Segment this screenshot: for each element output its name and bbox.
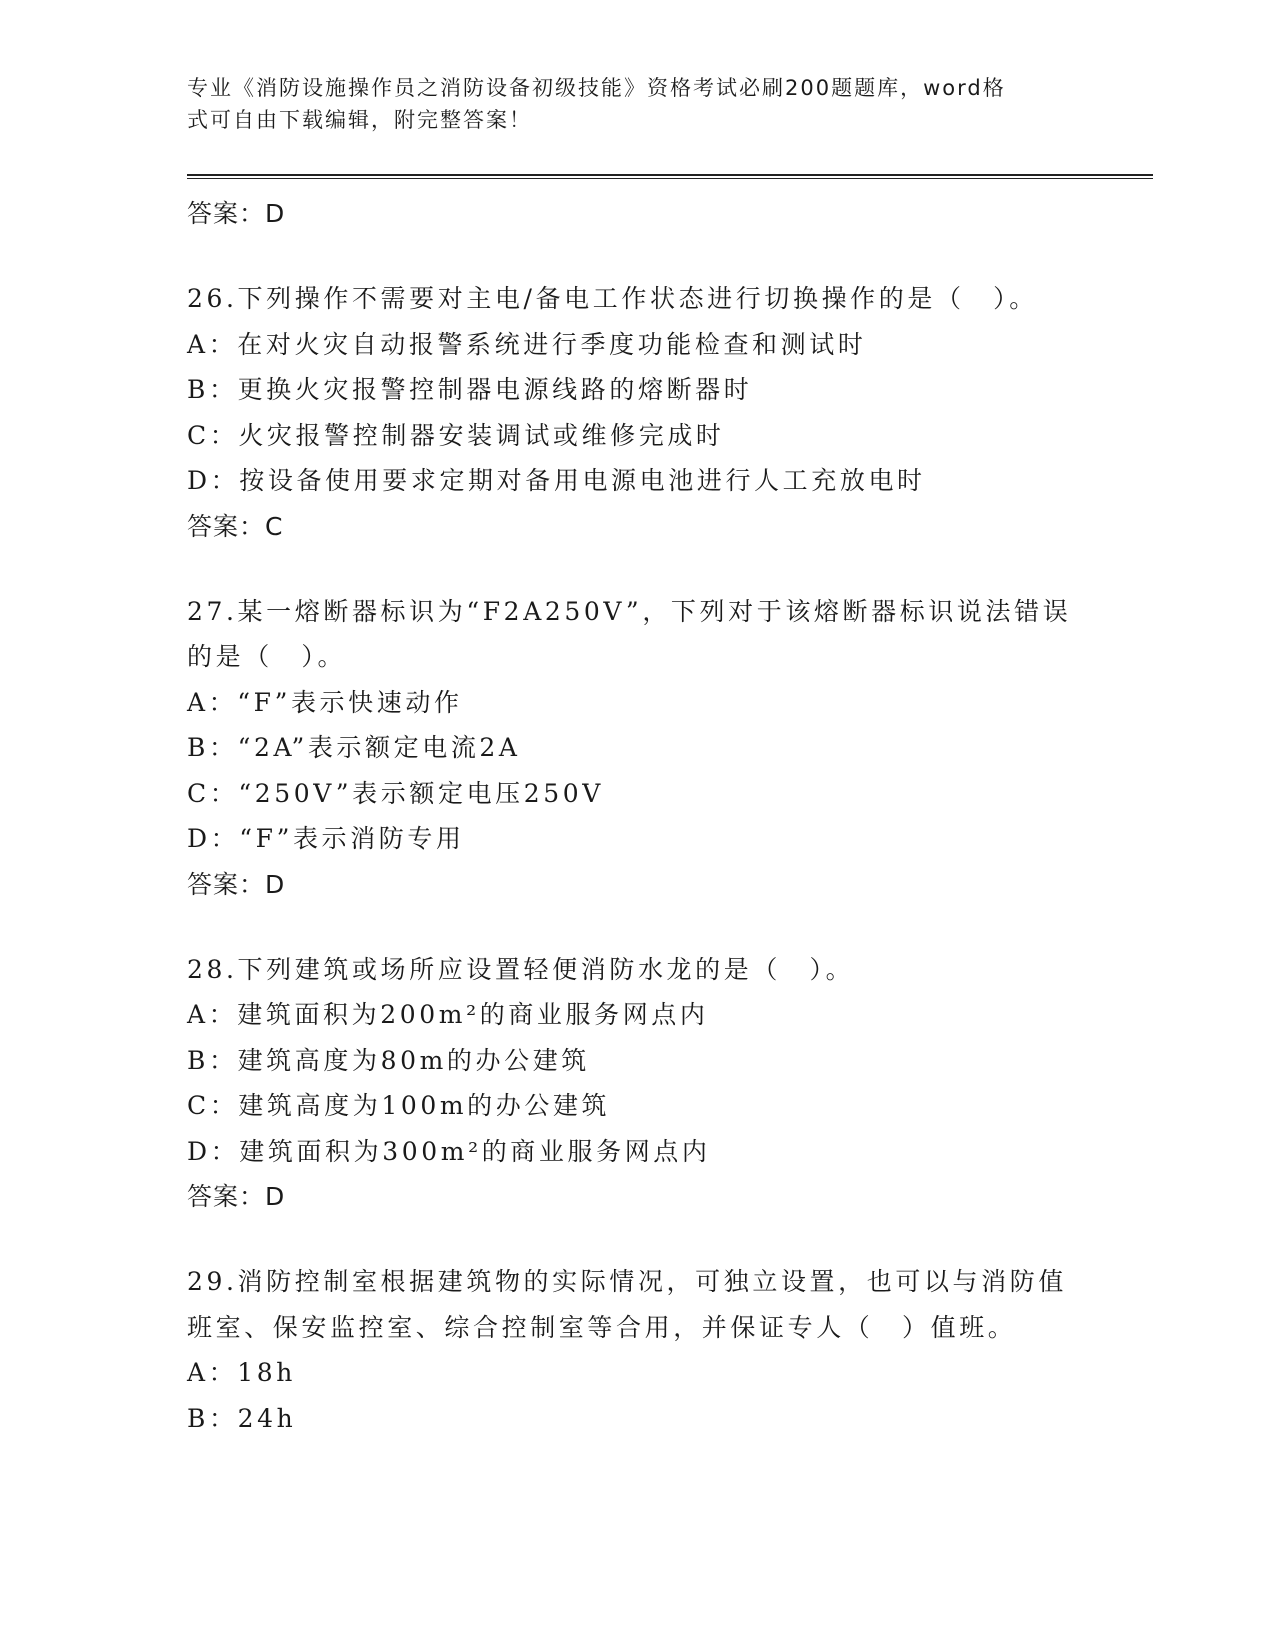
- option-c: C：建筑高度为100m的办公建筑: [187, 1091, 611, 1120]
- question-text: 28.下列建筑或场所应设置轻便消防水龙的是（ ）。: [187, 954, 855, 984]
- question-27: [187, 589, 1147, 907]
- question-text: 29.消防控制室根据建筑物的实际情况，可独立设置，也可以与消防值: [187, 1267, 1067, 1296]
- question-text: 26.下列操作不需要对主电/备电工作状态进行切换操作的是（ ）。: [187, 284, 1038, 313]
- question-text-continued: 班室、保安监控室、综合控制室等合用，并保证专人（ ）值班。: [187, 1312, 1017, 1342]
- option-a: A：“F”表示快速动作: [187, 687, 463, 717]
- answer: 答案：D: [187, 1182, 286, 1211]
- option-b: B：建筑高度为80m的办公建筑: [187, 1045, 590, 1075]
- document-page: [187, 72, 1147, 1441]
- option-b: B：更换火灾报警控制器电源线路的熔断器时: [187, 375, 753, 404]
- option-a: A：在对火灾自动报警系统进行季度功能检查和测试时: [187, 329, 867, 359]
- question-text-continued: 的是（ ）。: [187, 642, 347, 671]
- question-29: [187, 1259, 1147, 1441]
- option-d: D：按设备使用要求定期对备用电源电池进行人工充放电时: [187, 466, 926, 495]
- option-b: B：24h: [187, 1403, 297, 1433]
- option-b: B：“2A”表示额定电流2A: [187, 733, 521, 762]
- answer: 答案：C: [187, 511, 284, 541]
- option-a: A：18h: [187, 1358, 296, 1387]
- header-line-1: 专业《消防设施操作员之消防设备初级技能》资格考试必刷200题题库，word格: [187, 76, 1006, 100]
- answer-q25: 答案：D: [187, 199, 286, 228]
- document-header: [187, 72, 1147, 136]
- question-26: [187, 276, 1147, 549]
- question-text: 27.某一熔断器标识为“F2A250V”，下列对于该熔断器标识说法错误: [187, 596, 1072, 626]
- header-divider: [187, 174, 1153, 179]
- question-28: [187, 947, 1147, 1220]
- answer: 答案：D: [187, 869, 286, 899]
- option-c: C：“250V”表示额定电压250V: [187, 778, 604, 808]
- option-d: D：建筑面积为300m²的商业服务网点内: [187, 1136, 711, 1166]
- header-line-2: 式可自由下载编辑，附完整答案！: [187, 108, 532, 132]
- option-d: D：“F”表示消防专用: [187, 824, 465, 853]
- option-a: A：建筑面积为200m²的商业服务网点内: [187, 1000, 709, 1029]
- option-c: C：火灾报警控制器安装调试或维修完成时: [187, 420, 725, 450]
